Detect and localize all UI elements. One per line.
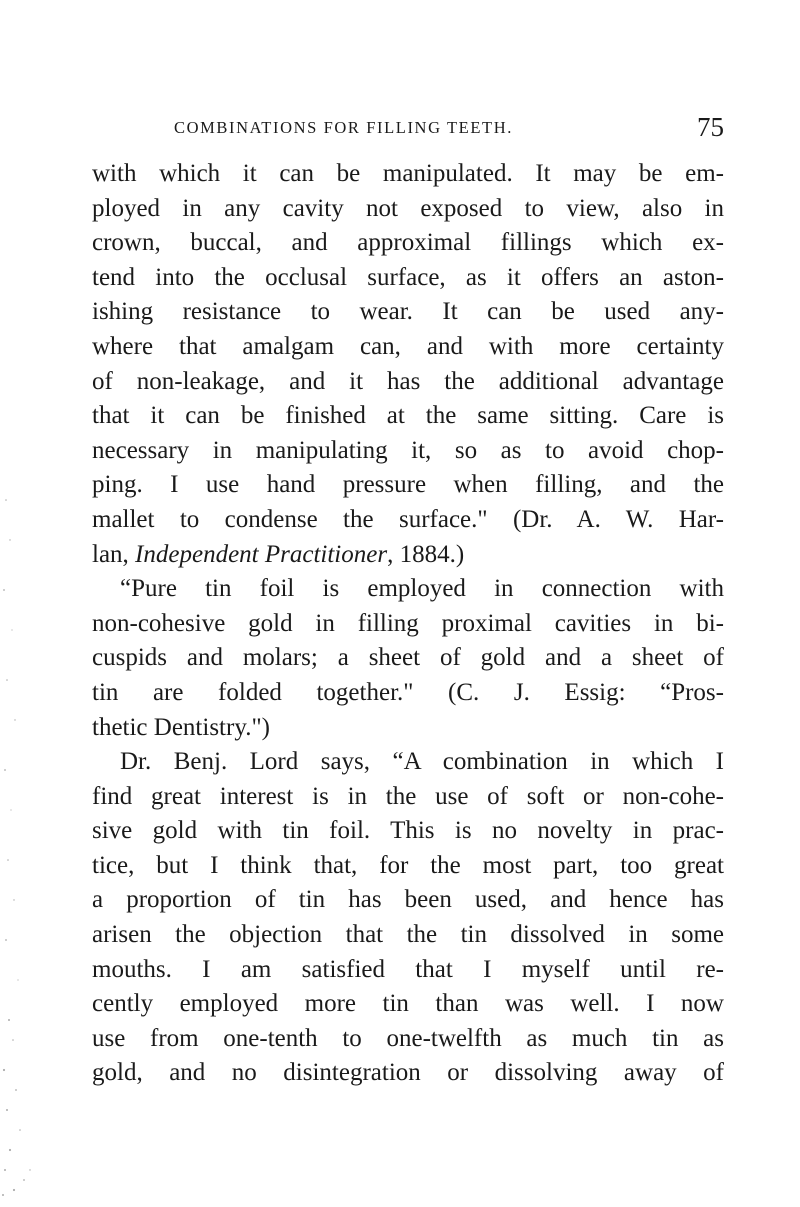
text-line: thetic Dentistry.") [92,713,270,741]
running-head: COMBINATIONS FOR FILLING TEETH. [174,118,513,137]
body-text [92,157,724,1091]
text-line: that it can be finished at the same sitting. Care is [92,402,724,430]
text-line: of non-leakage, and it has the additional advantage [92,367,724,395]
text-line: necessary in manipulating it, so as to avoid chop- [92,436,724,464]
text-line: where that amalgam can, and with more certainty [92,332,724,360]
text-line: tice, but I think that, for the most part, too great [92,851,724,879]
citation-suffix: , 1884.) [387,540,465,568]
text-line: tin are folded together." (C. J. Essig: “Pros- [92,678,724,706]
text-line: ping. I use hand pressure when filling, and the [92,471,724,499]
citation-line [92,538,724,573]
citation-title: Independent Practitioner [135,540,388,568]
text-line: with which it can be manipulated. It may be em- [92,160,724,187]
paragraph-start-line: Dr. Benj. Lord says, “A combination in which I [120,748,724,776]
text-line: mouths. I am satisfied that I myself until re- [92,955,724,983]
text-line: ishing resistance to wear. It can be used any- [92,298,724,326]
text-line: use from one-tenth to one-twelfth as much tin as [92,1024,724,1052]
text-line: a proportion of tin has been used, and hence has [92,886,724,914]
text-line: arisen the objection that the tin dissolved in some [92,921,724,949]
page-number: 75 [697,112,724,142]
text-line: crown, buccal, and approximal fillings which ex- [92,229,724,257]
text-line: find great interest is in the use of soft or non-cohe- [92,782,724,810]
text-line: ployed in any cavity not exposed to view, also in [92,194,724,222]
text-line: mallet to condense the surface." (Dr. A. W. Har- [92,505,724,533]
paragraph-start-line: “Pure tin foil is employed in connection with [120,575,724,603]
text-line: cently employed more tin than was well. I now [92,990,724,1018]
text-line: cuspids and molars; a sheet of gold and a sheet of [92,644,724,672]
citation-prefix: lan, [92,540,136,568]
text-line: tend into the occlusal surface, as it offers an aston- [92,263,724,291]
text-line: gold, and no disintegration or dissolving away of [92,1059,724,1087]
page-edge-speckle [0,480,40,1207]
text-line: non-cohesive gold in filling proximal cavities in bi- [92,609,724,637]
page-header [174,112,724,146]
text-line: sive gold with tin foil. This is no novelty in prac- [92,817,724,845]
